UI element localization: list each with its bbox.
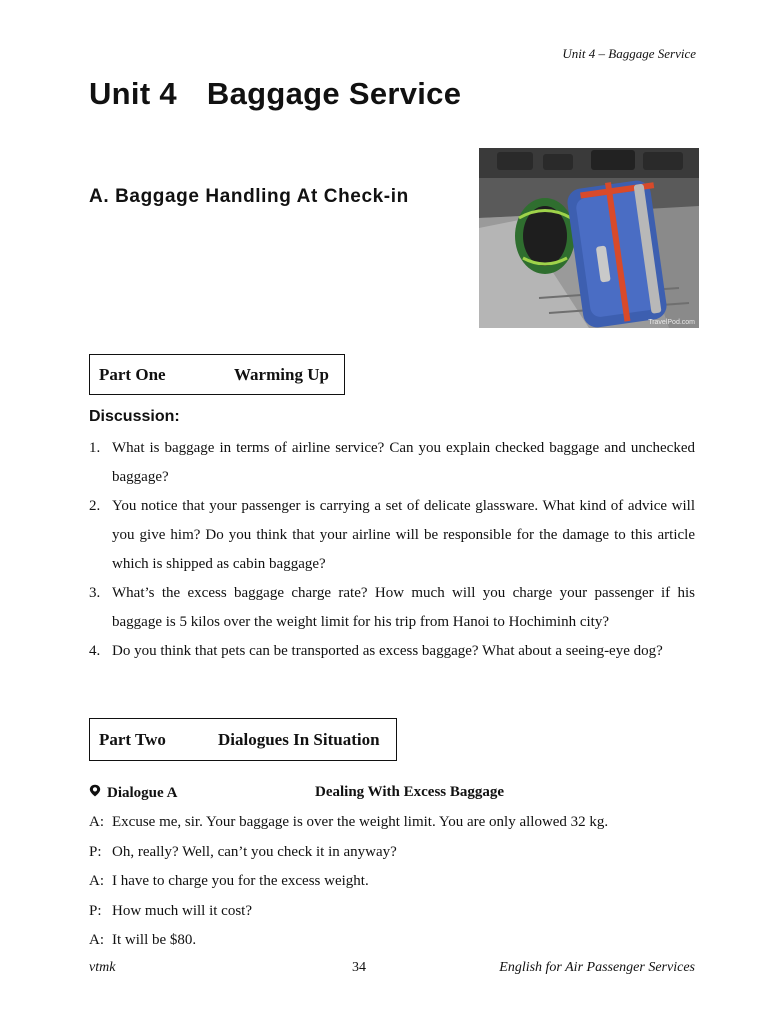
- dialogue-line: [89, 897, 699, 927]
- dialogue-speaker: A:: [89, 932, 104, 949]
- dialogue-line: [89, 838, 699, 868]
- question-item: [89, 637, 695, 666]
- question-number: 1.: [89, 440, 101, 456]
- dialogue-speaker: P:: [89, 843, 102, 860]
- dialogue-a-title: Dealing With Excess Baggage: [315, 784, 505, 800]
- running-header: Unit 4 – Baggage Service: [562, 46, 696, 61]
- baggage-photo-illustration: [479, 148, 699, 328]
- part-two-title: Dialogues In Situation: [218, 729, 380, 749]
- discussion-questions: [89, 434, 695, 666]
- unit-number: Unit 4: [89, 76, 177, 111]
- map-pin-icon: [89, 784, 103, 802]
- dialogue-text: How much will it cost?: [112, 902, 252, 919]
- question-text: What’s the excess baggage charge rate? How much will you charge your passenger if his baggage is 5 kilos over the weight limit for his trip from Hanoi to Hochiminh city?: [112, 585, 695, 630]
- dialogue-speaker: A:: [89, 814, 104, 831]
- part-two-label: Part Two: [99, 729, 166, 749]
- unit-title: [89, 76, 461, 112]
- question-number: 4.: [89, 643, 101, 659]
- part-two-box: [89, 718, 397, 761]
- dialogue-text: Oh, really? Well, can’t you check it in anyway?: [112, 843, 397, 860]
- question-number: 2.: [89, 498, 101, 514]
- dialogue-text: Excuse me, sir. Your baggage is over the weight limit. You are only allowed 32 kg.: [112, 814, 609, 831]
- question-item: [89, 434, 695, 492]
- page-number: 34: [352, 960, 366, 975]
- question-item: [89, 492, 695, 579]
- question-text: What is baggage in terms of airline service? Can you explain checked baggage and unchecked baggage?: [112, 440, 695, 485]
- question-item: [89, 579, 695, 637]
- dialogue-speaker: A:: [89, 873, 104, 890]
- dialogue-a: [89, 808, 699, 956]
- question-text: You notice that your passenger is carrying a set of delicate glassware. What kind of advice will you give him? Do you think that your airline will be responsible for the damage to this article which is shipped as cabin baggage?: [112, 498, 695, 572]
- dialogue-a-label: Dialogue A: [107, 785, 178, 801]
- footer-book-title: English for Air Passenger Services: [499, 960, 695, 975]
- dialogue-text: I have to charge you for the excess weight.: [112, 873, 369, 890]
- map-pin-icon-svg: [89, 784, 101, 797]
- discussion-heading: Discussion:: [89, 408, 180, 425]
- dialogue-line: [89, 808, 699, 838]
- dialogue-line: [89, 926, 699, 956]
- part-one-label: Part One: [99, 364, 166, 384]
- question-number: 3.: [89, 585, 101, 601]
- dialogue-text: It will be $80.: [112, 932, 197, 949]
- dialogue-a-heading: [89, 784, 709, 802]
- dialogue-line: [89, 867, 699, 897]
- unit-name: Baggage Service: [206, 76, 462, 111]
- dialogue-speaker: P:: [89, 902, 102, 919]
- baggage-photo: [479, 148, 699, 328]
- question-text: Do you think that pets can be transported as excess baggage? What about a seeing-eye dog?: [112, 643, 663, 659]
- photo-watermark: TravelPod.com: [648, 319, 695, 326]
- section-title: A. Baggage Handling At Check-in: [89, 186, 409, 207]
- part-one-box: [89, 354, 345, 395]
- footer-author: vtmk: [89, 960, 116, 975]
- part-one-title: Warming Up: [234, 364, 329, 384]
